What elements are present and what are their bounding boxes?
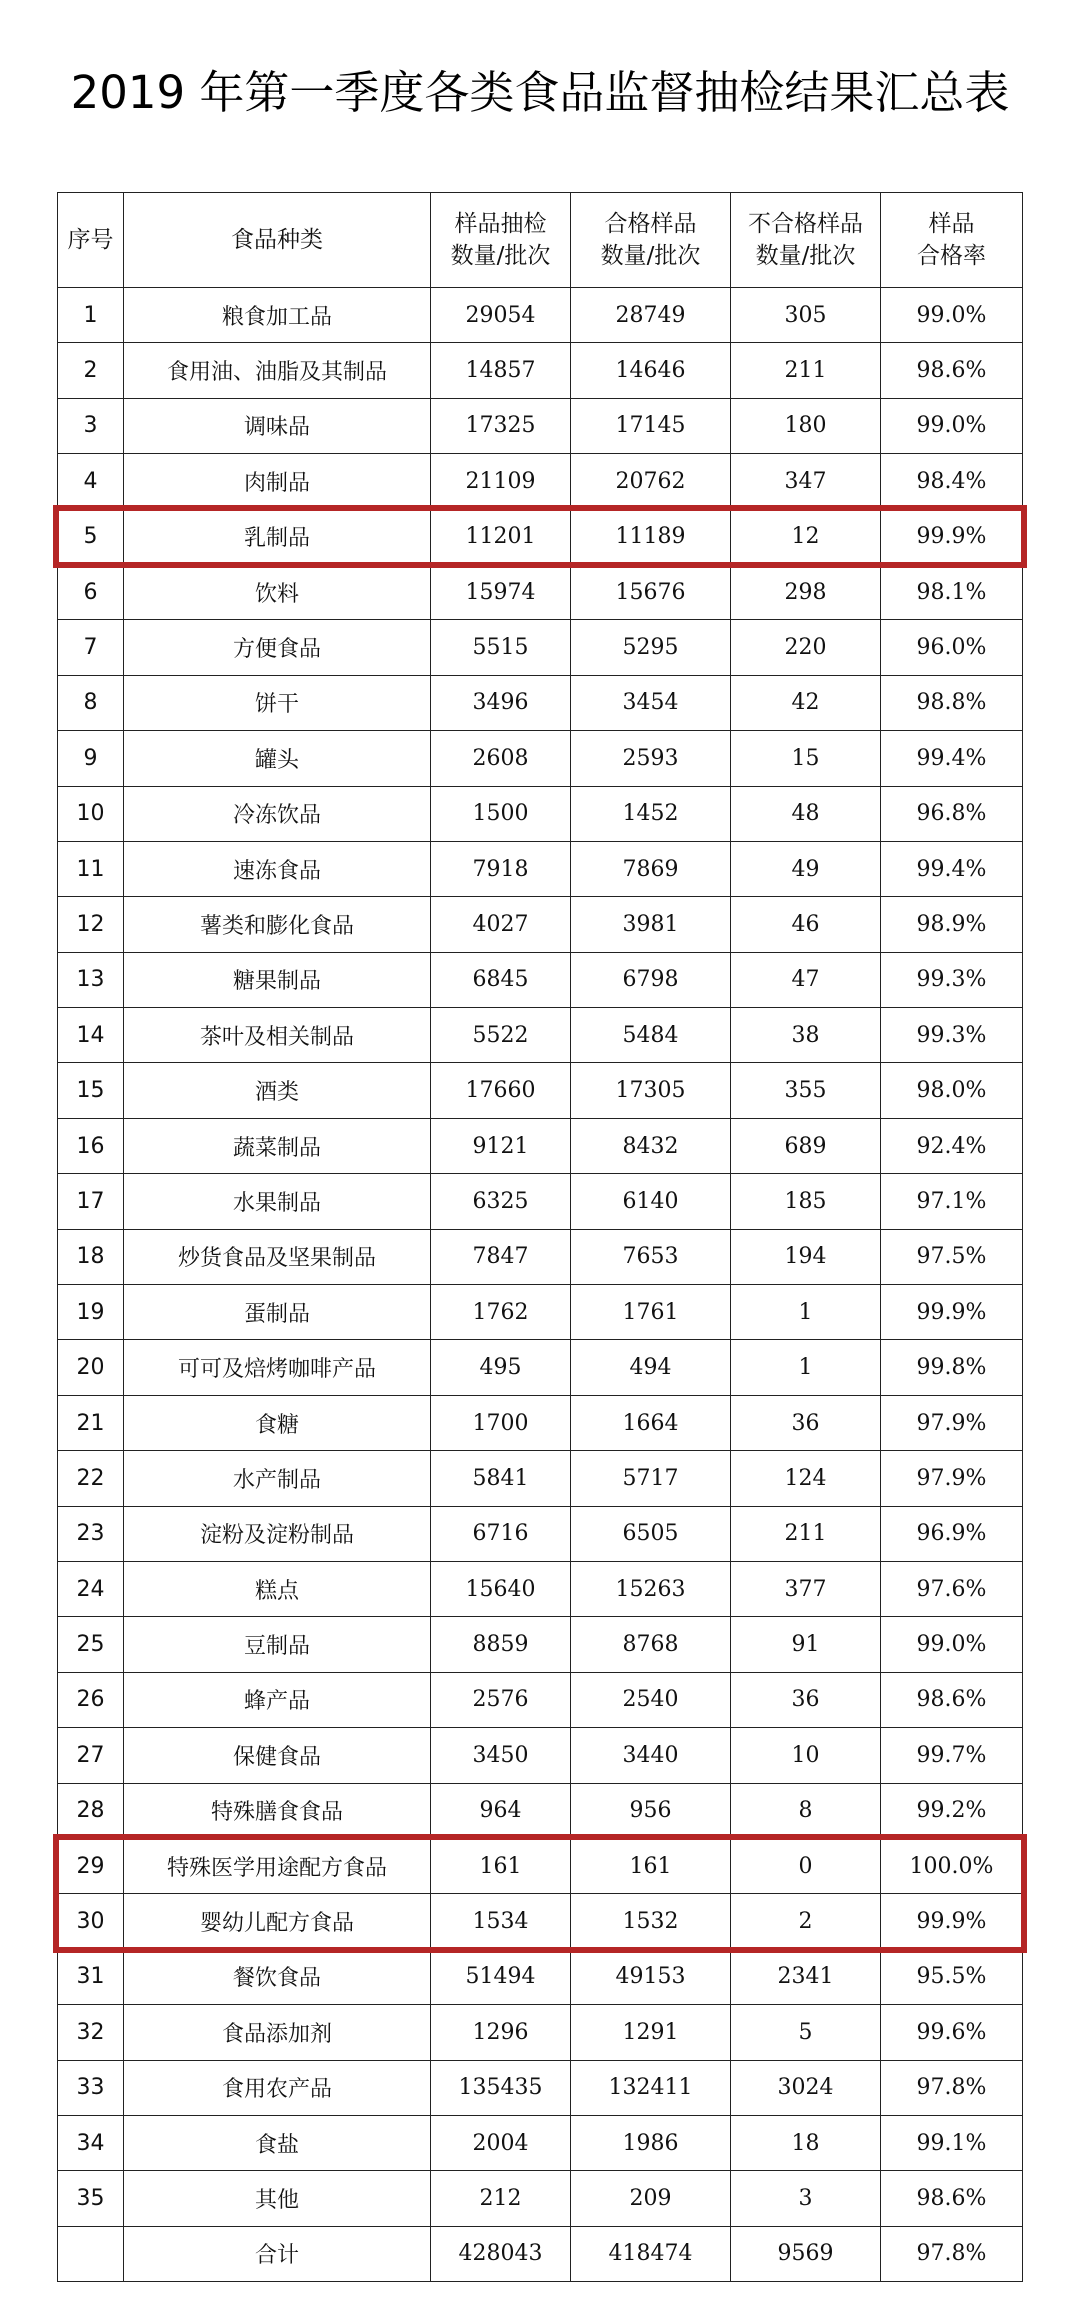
pass-rate: 98.4%	[881, 454, 1023, 509]
table-row	[58, 398, 1023, 453]
qualified-count: 2540	[571, 1672, 731, 1727]
category-name: 豆制品	[124, 1617, 431, 1672]
unqualified-count: 0	[731, 1838, 881, 1893]
pass-rate: 99.7%	[881, 1728, 1023, 1783]
sampled-count: 3496	[431, 675, 571, 730]
qualified-count: 17305	[571, 1063, 731, 1118]
unqualified-count: 194	[731, 1229, 881, 1284]
pass-rate: 96.0%	[881, 620, 1023, 675]
row-number: 1	[58, 288, 124, 343]
table-row	[58, 1340, 1023, 1395]
table-row	[58, 841, 1023, 896]
table-row	[58, 2060, 1023, 2115]
table-row	[58, 1838, 1023, 1893]
row-number: 29	[58, 1838, 124, 1893]
pass-rate: 99.1%	[881, 2115, 1023, 2170]
sampled-count: 495	[431, 1340, 571, 1395]
row-number: 23	[58, 1506, 124, 1561]
category-name: 餐饮食品	[124, 1949, 431, 2004]
row-number: 30	[58, 1894, 124, 1949]
sampled-count: 161	[431, 1838, 571, 1893]
qualified-count: 1532	[571, 1894, 731, 1949]
row-number: 11	[58, 841, 124, 896]
table-row	[58, 288, 1023, 343]
row-number	[58, 2226, 124, 2281]
pass-rate: 99.2%	[881, 1783, 1023, 1838]
sampled-count: 21109	[431, 454, 571, 509]
sampled-count: 1500	[431, 786, 571, 841]
row-number: 31	[58, 1949, 124, 2004]
category-name: 婴幼儿配方食品	[124, 1894, 431, 1949]
qualified-count: 418474	[571, 2226, 731, 2281]
pass-rate: 98.0%	[881, 1063, 1023, 1118]
qualified-count: 2593	[571, 731, 731, 786]
table-row	[58, 454, 1023, 509]
table-row	[58, 1728, 1023, 1783]
qualified-count: 7869	[571, 841, 731, 896]
unqualified-count: 15	[731, 731, 881, 786]
qualified-count: 7653	[571, 1229, 731, 1284]
table-row	[58, 786, 1023, 841]
sampled-count: 6845	[431, 952, 571, 1007]
table-row	[58, 1229, 1023, 1284]
table-row	[58, 509, 1023, 564]
header-unqualified: 不合格样品 数量/批次	[731, 193, 881, 288]
unqualified-count: 355	[731, 1063, 881, 1118]
category-name: 水产制品	[124, 1451, 431, 1506]
table-row	[58, 1949, 1023, 2004]
sampled-count: 17660	[431, 1063, 571, 1118]
table-row	[58, 1118, 1023, 1173]
header-rate: 样品 合格率	[881, 193, 1023, 288]
row-number: 17	[58, 1174, 124, 1229]
row-number: 6	[58, 564, 124, 619]
category-name: 茶叶及相关制品	[124, 1008, 431, 1063]
pass-rate: 97.9%	[881, 1395, 1023, 1450]
row-number: 21	[58, 1395, 124, 1450]
unqualified-count: 91	[731, 1617, 881, 1672]
unqualified-count: 9569	[731, 2226, 881, 2281]
unqualified-count: 211	[731, 1506, 881, 1561]
category-name: 速冻食品	[124, 841, 431, 896]
category-name: 罐头	[124, 731, 431, 786]
unqualified-count: 2341	[731, 1949, 881, 2004]
unqualified-count: 211	[731, 343, 881, 398]
pass-rate: 96.8%	[881, 786, 1023, 841]
results-table	[57, 192, 1023, 2282]
category-name: 糖果制品	[124, 952, 431, 1007]
unqualified-count: 5	[731, 2005, 881, 2060]
unqualified-count: 377	[731, 1561, 881, 1616]
category-name: 特殊膳食食品	[124, 1783, 431, 1838]
pass-rate: 97.6%	[881, 1561, 1023, 1616]
unqualified-count: 3024	[731, 2060, 881, 2115]
sampled-count: 1534	[431, 1894, 571, 1949]
pass-rate: 99.0%	[881, 398, 1023, 453]
sampled-count: 5522	[431, 1008, 571, 1063]
row-number: 13	[58, 952, 124, 1007]
category-name: 特殊医学用途配方食品	[124, 1838, 431, 1893]
qualified-count: 3454	[571, 675, 731, 730]
unqualified-count: 1	[731, 1340, 881, 1395]
sampled-count: 17325	[431, 398, 571, 453]
row-number: 32	[58, 2005, 124, 2060]
pass-rate: 97.1%	[881, 1174, 1023, 1229]
unqualified-count: 689	[731, 1118, 881, 1173]
qualified-count: 6140	[571, 1174, 731, 1229]
category-name: 食糖	[124, 1395, 431, 1450]
category-name: 蔬菜制品	[124, 1118, 431, 1173]
qualified-count: 3440	[571, 1728, 731, 1783]
unqualified-count: 18	[731, 2115, 881, 2170]
qualified-count: 1761	[571, 1285, 731, 1340]
table-row	[58, 1285, 1023, 1340]
table-row	[58, 897, 1023, 952]
row-number: 5	[58, 509, 124, 564]
qualified-count: 956	[571, 1783, 731, 1838]
category-name: 食用油、油脂及其制品	[124, 343, 431, 398]
sampled-count: 29054	[431, 288, 571, 343]
table-row	[58, 564, 1023, 619]
sampled-count: 5841	[431, 1451, 571, 1506]
pass-rate: 99.9%	[881, 509, 1023, 564]
table-body	[58, 288, 1023, 2282]
category-name: 蜂产品	[124, 1672, 431, 1727]
row-number: 20	[58, 1340, 124, 1395]
row-number: 28	[58, 1783, 124, 1838]
row-number: 7	[58, 620, 124, 675]
qualified-count: 1452	[571, 786, 731, 841]
category-name: 可可及焙烤咖啡产品	[124, 1340, 431, 1395]
unqualified-count: 347	[731, 454, 881, 509]
row-number: 34	[58, 2115, 124, 2170]
qualified-count: 1664	[571, 1395, 731, 1450]
unqualified-count: 48	[731, 786, 881, 841]
table-row	[58, 731, 1023, 786]
unqualified-count: 36	[731, 1395, 881, 1450]
table-row	[58, 1894, 1023, 1949]
qualified-count: 161	[571, 1838, 731, 1893]
table-row	[58, 1451, 1023, 1506]
table-row	[58, 2005, 1023, 2060]
qualified-count: 5295	[571, 620, 731, 675]
sampled-count: 1762	[431, 1285, 571, 1340]
category-name: 粮食加工品	[124, 288, 431, 343]
sampled-count: 212	[431, 2171, 571, 2226]
qualified-count: 3981	[571, 897, 731, 952]
unqualified-count: 298	[731, 564, 881, 619]
page-title: 2019 年第一季度各类食品监督抽检结果汇总表	[70, 66, 1010, 119]
header-category: 食品种类	[124, 193, 431, 288]
table-row	[58, 2171, 1023, 2226]
category-name: 蛋制品	[124, 1285, 431, 1340]
sampled-count: 964	[431, 1783, 571, 1838]
row-number: 9	[58, 731, 124, 786]
sampled-count: 2004	[431, 2115, 571, 2170]
qualified-count: 15263	[571, 1561, 731, 1616]
category-name: 炒货食品及坚果制品	[124, 1229, 431, 1284]
sampled-count: 2576	[431, 1672, 571, 1727]
qualified-count: 28749	[571, 288, 731, 343]
category-name: 肉制品	[124, 454, 431, 509]
table-row	[58, 1783, 1023, 1838]
table-row	[58, 1506, 1023, 1561]
pass-rate: 97.9%	[881, 1451, 1023, 1506]
table-row	[58, 1063, 1023, 1118]
header-sampled: 样品抽检 数量/批次	[431, 193, 571, 288]
row-number: 4	[58, 454, 124, 509]
sampled-count: 15974	[431, 564, 571, 619]
category-name: 饮料	[124, 564, 431, 619]
table-row	[58, 1174, 1023, 1229]
unqualified-count: 38	[731, 1008, 881, 1063]
category-name: 水果制品	[124, 1174, 431, 1229]
table-row	[58, 1561, 1023, 1616]
category-name: 保健食品	[124, 1728, 431, 1783]
unqualified-count: 42	[731, 675, 881, 730]
sampled-count: 8859	[431, 1617, 571, 1672]
sampled-count: 15640	[431, 1561, 571, 1616]
unqualified-count: 12	[731, 509, 881, 564]
qualified-count: 494	[571, 1340, 731, 1395]
category-name: 薯类和膨化食品	[124, 897, 431, 952]
pass-rate: 99.3%	[881, 1008, 1023, 1063]
pass-rate: 98.1%	[881, 564, 1023, 619]
category-name: 调味品	[124, 398, 431, 453]
sampled-count: 428043	[431, 2226, 571, 2281]
pass-rate: 99.6%	[881, 2005, 1023, 2060]
unqualified-count: 185	[731, 1174, 881, 1229]
sampled-count: 5515	[431, 620, 571, 675]
unqualified-count: 305	[731, 288, 881, 343]
pass-rate: 98.9%	[881, 897, 1023, 952]
table-row	[58, 1395, 1023, 1450]
unqualified-count: 10	[731, 1728, 881, 1783]
qualified-count: 1291	[571, 2005, 731, 2060]
unqualified-count: 124	[731, 1451, 881, 1506]
row-number: 33	[58, 2060, 124, 2115]
pass-rate: 98.6%	[881, 343, 1023, 398]
table-row	[58, 1008, 1023, 1063]
pass-rate: 99.9%	[881, 1894, 1023, 1949]
qualified-count: 14646	[571, 343, 731, 398]
unqualified-count: 180	[731, 398, 881, 453]
table-row	[58, 952, 1023, 1007]
qualified-count: 6505	[571, 1506, 731, 1561]
unqualified-count: 49	[731, 841, 881, 896]
header-qualified: 合格样品 数量/批次	[571, 193, 731, 288]
unqualified-count: 8	[731, 1783, 881, 1838]
unqualified-count: 46	[731, 897, 881, 952]
qualified-count: 17145	[571, 398, 731, 453]
row-number: 8	[58, 675, 124, 730]
unqualified-count: 2	[731, 1894, 881, 1949]
qualified-count: 209	[571, 2171, 731, 2226]
pass-rate: 98.8%	[881, 675, 1023, 730]
sampled-count: 11201	[431, 509, 571, 564]
total-row	[58, 2226, 1023, 2281]
pass-rate: 97.5%	[881, 1229, 1023, 1284]
header-no: 序号	[58, 193, 124, 288]
category-name: 淀粉及淀粉制品	[124, 1506, 431, 1561]
row-number: 16	[58, 1118, 124, 1173]
row-number: 10	[58, 786, 124, 841]
pass-rate: 98.6%	[881, 2171, 1023, 2226]
row-number: 18	[58, 1229, 124, 1284]
sampled-count: 1700	[431, 1395, 571, 1450]
unqualified-count: 1	[731, 1285, 881, 1340]
pass-rate: 92.4%	[881, 1118, 1023, 1173]
row-number: 14	[58, 1008, 124, 1063]
pass-rate: 99.4%	[881, 841, 1023, 896]
unqualified-count: 3	[731, 2171, 881, 2226]
category-name: 冷冻饮品	[124, 786, 431, 841]
row-number: 3	[58, 398, 124, 453]
row-number: 2	[58, 343, 124, 398]
pass-rate: 97.8%	[881, 2226, 1023, 2281]
row-number: 15	[58, 1063, 124, 1118]
unqualified-count: 36	[731, 1672, 881, 1727]
pass-rate: 95.5%	[881, 1949, 1023, 2004]
sampled-count: 9121	[431, 1118, 571, 1173]
row-number: 22	[58, 1451, 124, 1506]
pass-rate: 99.0%	[881, 288, 1023, 343]
sampled-count: 6716	[431, 1506, 571, 1561]
qualified-count: 6798	[571, 952, 731, 1007]
pass-rate: 99.0%	[881, 1617, 1023, 1672]
category-name: 食用农产品	[124, 2060, 431, 2115]
table-row	[58, 675, 1023, 730]
pass-rate: 99.8%	[881, 1340, 1023, 1395]
qualified-count: 5717	[571, 1451, 731, 1506]
row-number: 19	[58, 1285, 124, 1340]
row-number: 25	[58, 1617, 124, 1672]
pass-rate: 97.8%	[881, 2060, 1023, 2115]
table-row	[58, 620, 1023, 675]
qualified-count: 5484	[571, 1008, 731, 1063]
unqualified-count: 47	[731, 952, 881, 1007]
category-name: 乳制品	[124, 509, 431, 564]
row-number: 26	[58, 1672, 124, 1727]
table-row	[58, 343, 1023, 398]
category-name: 酒类	[124, 1063, 431, 1118]
qualified-count: 20762	[571, 454, 731, 509]
pass-rate: 99.4%	[881, 731, 1023, 786]
sampled-count: 51494	[431, 1949, 571, 2004]
sampled-count: 135435	[431, 2060, 571, 2115]
row-number: 24	[58, 1561, 124, 1616]
category-name: 饼干	[124, 675, 431, 730]
pass-rate: 96.9%	[881, 1506, 1023, 1561]
category-name: 合计	[124, 2226, 431, 2281]
sampled-count: 14857	[431, 343, 571, 398]
table-header-row	[58, 193, 1023, 288]
sampled-count: 7847	[431, 1229, 571, 1284]
qualified-count: 132411	[571, 2060, 731, 2115]
pass-rate: 100.0%	[881, 1838, 1023, 1893]
table-row	[58, 2115, 1023, 2170]
pass-rate: 99.9%	[881, 1285, 1023, 1340]
qualified-count: 49153	[571, 1949, 731, 2004]
qualified-count: 8768	[571, 1617, 731, 1672]
sampled-count: 7918	[431, 841, 571, 896]
qualified-count: 8432	[571, 1118, 731, 1173]
category-name: 方便食品	[124, 620, 431, 675]
unqualified-count: 220	[731, 620, 881, 675]
category-name: 食品添加剂	[124, 2005, 431, 2060]
sampled-count: 4027	[431, 897, 571, 952]
qualified-count: 11189	[571, 509, 731, 564]
sampled-count: 6325	[431, 1174, 571, 1229]
qualified-count: 1986	[571, 2115, 731, 2170]
pass-rate: 99.3%	[881, 952, 1023, 1007]
table-row	[58, 1672, 1023, 1727]
row-number: 12	[58, 897, 124, 952]
sampled-count: 1296	[431, 2005, 571, 2060]
sampled-count: 3450	[431, 1728, 571, 1783]
qualified-count: 15676	[571, 564, 731, 619]
category-name: 糕点	[124, 1561, 431, 1616]
pass-rate: 98.6%	[881, 1672, 1023, 1727]
category-name: 食盐	[124, 2115, 431, 2170]
row-number: 27	[58, 1728, 124, 1783]
row-number: 35	[58, 2171, 124, 2226]
table-row	[58, 1617, 1023, 1672]
sampled-count: 2608	[431, 731, 571, 786]
category-name: 其他	[124, 2171, 431, 2226]
